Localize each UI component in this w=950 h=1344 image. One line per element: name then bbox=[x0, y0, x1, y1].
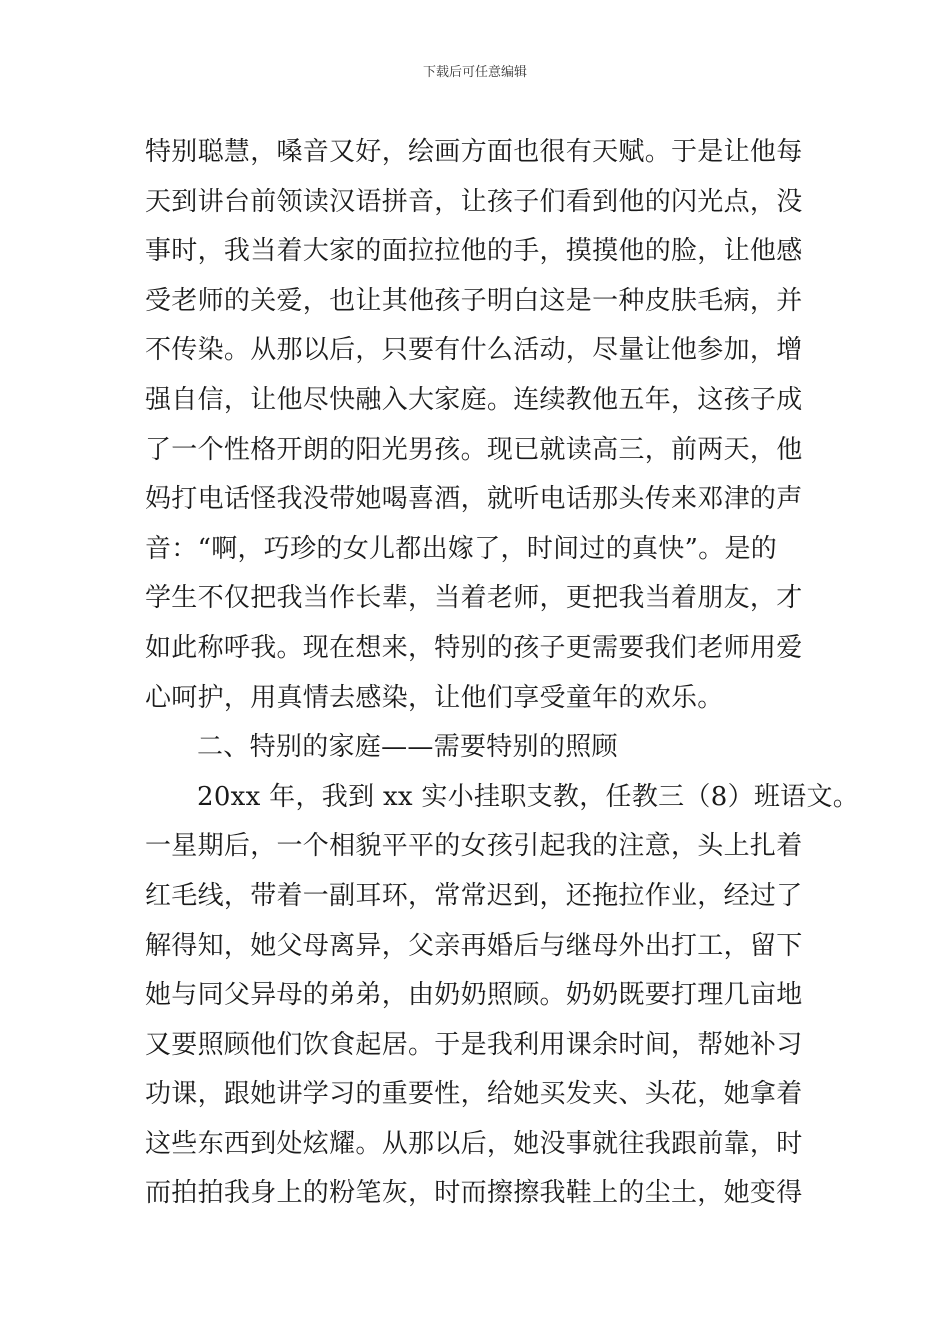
header-note: 下载后可任意编辑 bbox=[422, 65, 527, 80]
text-line: 解得知，她父母离异，父亲再婚后与继母外出打工，留下 bbox=[145, 930, 803, 961]
text-line: 这些东西到处炫耀。从那以后，她没事就往我跟前靠，时 bbox=[145, 1128, 803, 1159]
text-line: 特别聪慧，嗓音又好，绘画方面也很有天赋。于是让他每 bbox=[145, 137, 803, 167]
text-line: 不传染。从那以后，只要有什么活动，尽量让他参加，增 bbox=[145, 335, 803, 366]
text-line: 妈打电话怪我没带她喝喜酒，就听电话那头传来邓津的声 bbox=[145, 484, 803, 515]
body-text bbox=[145, 128, 860, 1219]
text-line: 音：“啊，巧珍的女儿都出嫁了，时间过的真快”。是的 bbox=[145, 533, 778, 564]
text-line: 她与同父异母的弟弟，由奶奶照顾。奶奶既要打理几亩地 bbox=[145, 980, 803, 1011]
text-line: 而拍拍我身上的粉笔灰，时而擦擦我鞋上的尘土，她变得 bbox=[145, 1178, 803, 1209]
text-line: 事时，我当着大家的面拉拉他的手，摸摸他的脸，让他感 bbox=[145, 236, 803, 267]
text-line: 学生不仅把我当作长辈，当着老师，更把我当着朋友，才 bbox=[145, 583, 803, 614]
text-line: 心呵护，用真情去感染，让他们享受童年的欢乐。 bbox=[145, 682, 724, 713]
text-line: 强自信，让他尽快融入大家庭。连续教他五年，这孩子成 bbox=[145, 384, 803, 415]
text-line: 如此称呼我。现在想来，特别的孩子更需要我们老师用爱 bbox=[145, 632, 803, 663]
text-line: 又要照顾他们饮食起居。于是我利用课余时间，帮她补习 bbox=[145, 1029, 803, 1060]
section-heading: 二、特别的家庭——需要特别的照顾 bbox=[197, 732, 618, 763]
paragraph-first-line: 20xx 年，我到 xx 实小挂职支教，任教三（8）班语文。 bbox=[197, 781, 860, 812]
text-line: 了一个性格开朗的阳光男孩。现已就读高三，前两天，他 bbox=[145, 434, 803, 465]
text-line: 红毛线，带着一副耳环，常常迟到，还拖拉作业，经过了 bbox=[145, 880, 803, 911]
text-line: 一星期后，一个相貌平平的女孩引起我的注意，头上扎着 bbox=[145, 831, 803, 862]
text-line: 功课，跟她讲学习的重要性，给她买发夹、头花，她拿着 bbox=[145, 1079, 803, 1110]
text-line: 天到讲台前领读汉语拼音，让孩子们看到他的闪光点，没 bbox=[145, 186, 803, 217]
text-line: 受老师的关爱，也让其他孩子明白这是一种皮肤毛病，并 bbox=[145, 285, 803, 316]
